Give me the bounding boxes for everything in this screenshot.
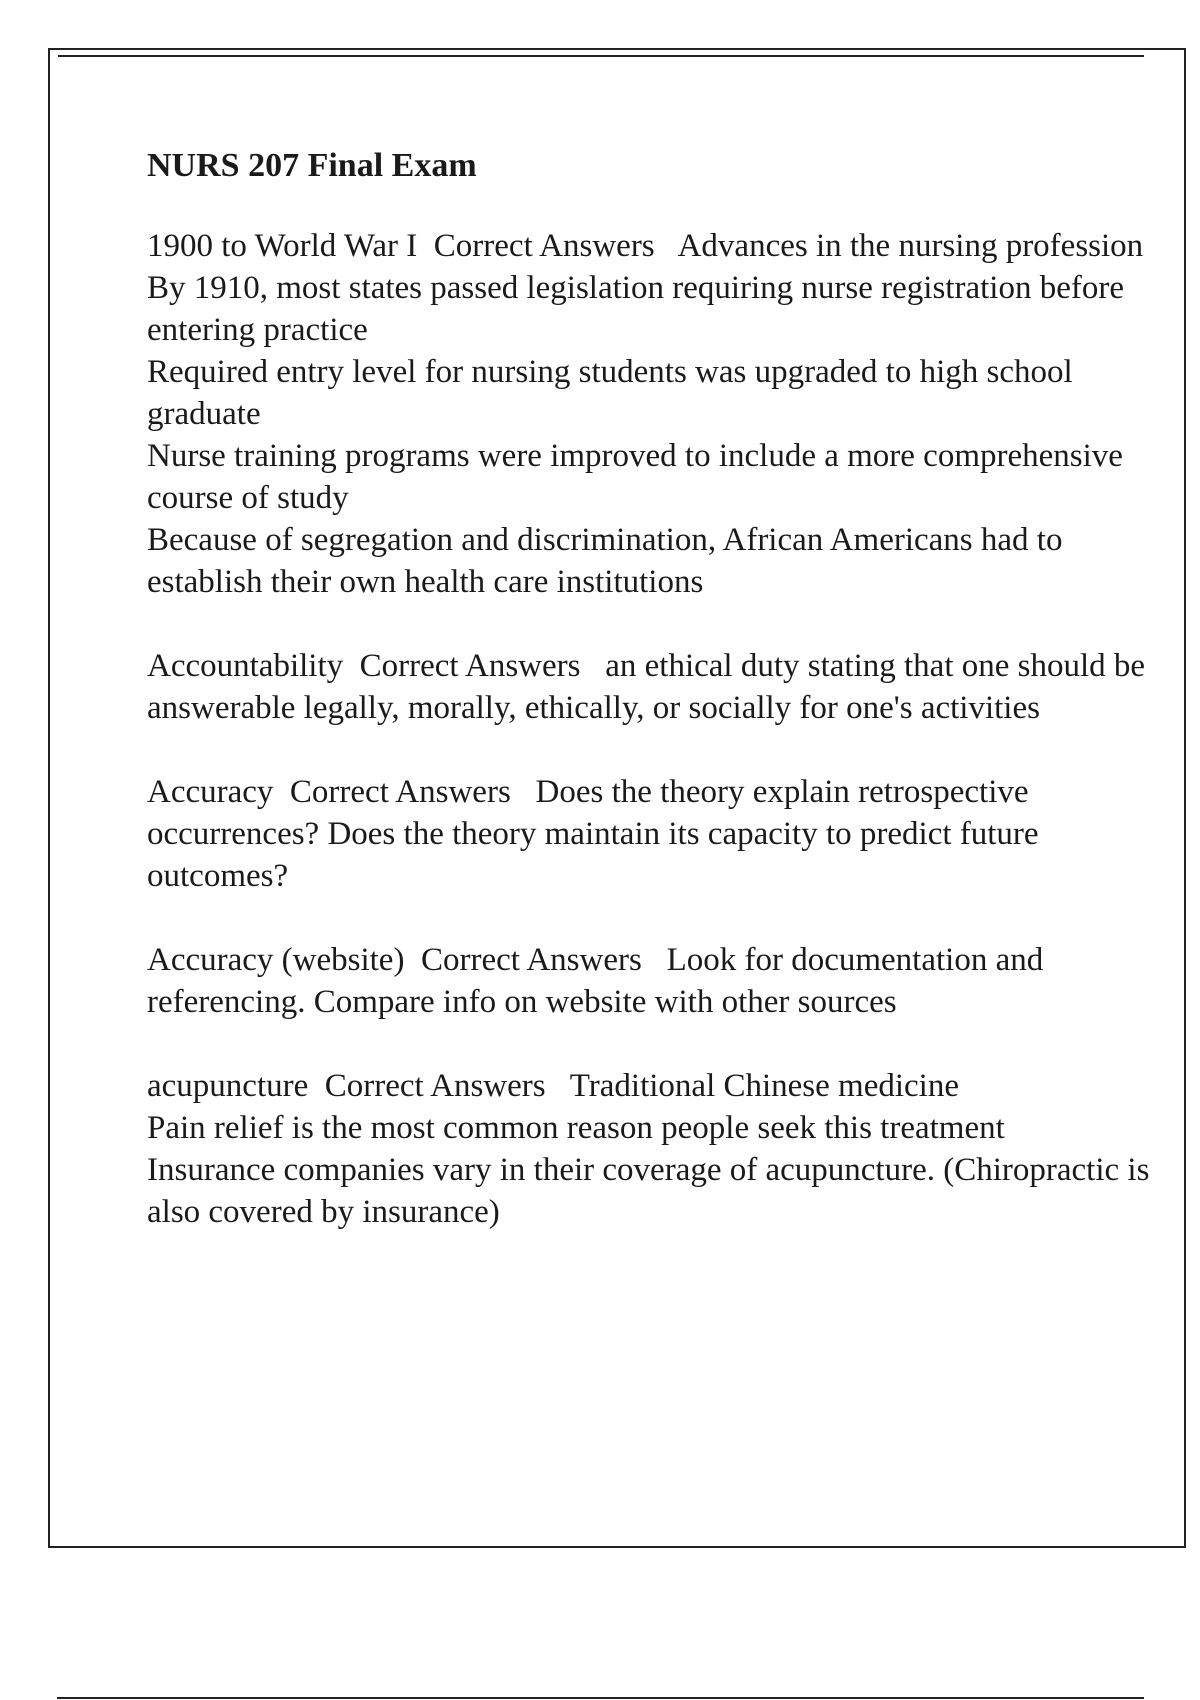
qa-term: 1900 to World War I (147, 228, 418, 264)
qa-entry (147, 225, 1157, 603)
top-divider (58, 55, 1144, 57)
qa-marker: Correct Answers (420, 942, 642, 978)
qa-entry (147, 771, 1157, 897)
qa-answer-line: Insurance companies vary in their coverage of acupuncture. (Chiropractic is also covered by insurance) (147, 1152, 1150, 1230)
qa-marker: Correct Answers (433, 228, 655, 264)
qa-answer-line: an ethical duty stating that one should be answerable legally, morally, ethically, or socially for one's activities (147, 648, 1146, 726)
qa-answer-line: Required entry level for nursing students was upgraded to high school graduate (147, 354, 1073, 432)
qa-term: Accuracy (147, 774, 274, 810)
qa-entry (147, 645, 1157, 729)
qa-answer-line: Look for documentation and referencing. Compare info on website with other sources (147, 942, 1044, 1020)
qa-first-line (147, 645, 1157, 729)
page-border (48, 48, 1186, 1548)
qa-answer-line: Advances in the nursing profession (677, 228, 1144, 264)
qa-first-line (147, 1065, 1157, 1107)
qa-first-line (147, 225, 1157, 267)
qa-entry (147, 939, 1157, 1023)
qa-first-line (147, 939, 1157, 1023)
qa-answer-line: Pain relief is the most common reason people seek this treatment (147, 1110, 1005, 1146)
qa-marker: Correct Answers (289, 774, 511, 810)
qa-term: Accountability (147, 648, 344, 684)
qa-term: Accuracy (website) (147, 942, 405, 978)
document-title: NURS 207 Final Exam (147, 147, 477, 184)
qa-marker: Correct Answers (359, 648, 581, 684)
qa-answer-line: Does the theory explain retrospective occurrences? Does the theory maintain its capacity to predict future outcomes? (147, 774, 1039, 894)
document-body (147, 145, 1157, 1275)
qa-answer-line: Traditional Chinese medicine (569, 1068, 959, 1104)
qa-answer-line: Nurse training programs were improved to include a more comprehensive course of study (147, 438, 1123, 516)
qa-first-line (147, 771, 1157, 897)
qa-term: acupuncture (147, 1068, 309, 1104)
qa-marker: Correct Answers (324, 1068, 546, 1104)
qa-answer-line: By 1910, most states passed legislation requiring nurse registration before entering practice (147, 270, 1124, 348)
qa-entry (147, 1065, 1157, 1233)
qa-answer-line: Because of segregation and discrimination, African Americans had to establish their own health care institutions (147, 522, 1063, 600)
bottom-divider (57, 1697, 1144, 1699)
